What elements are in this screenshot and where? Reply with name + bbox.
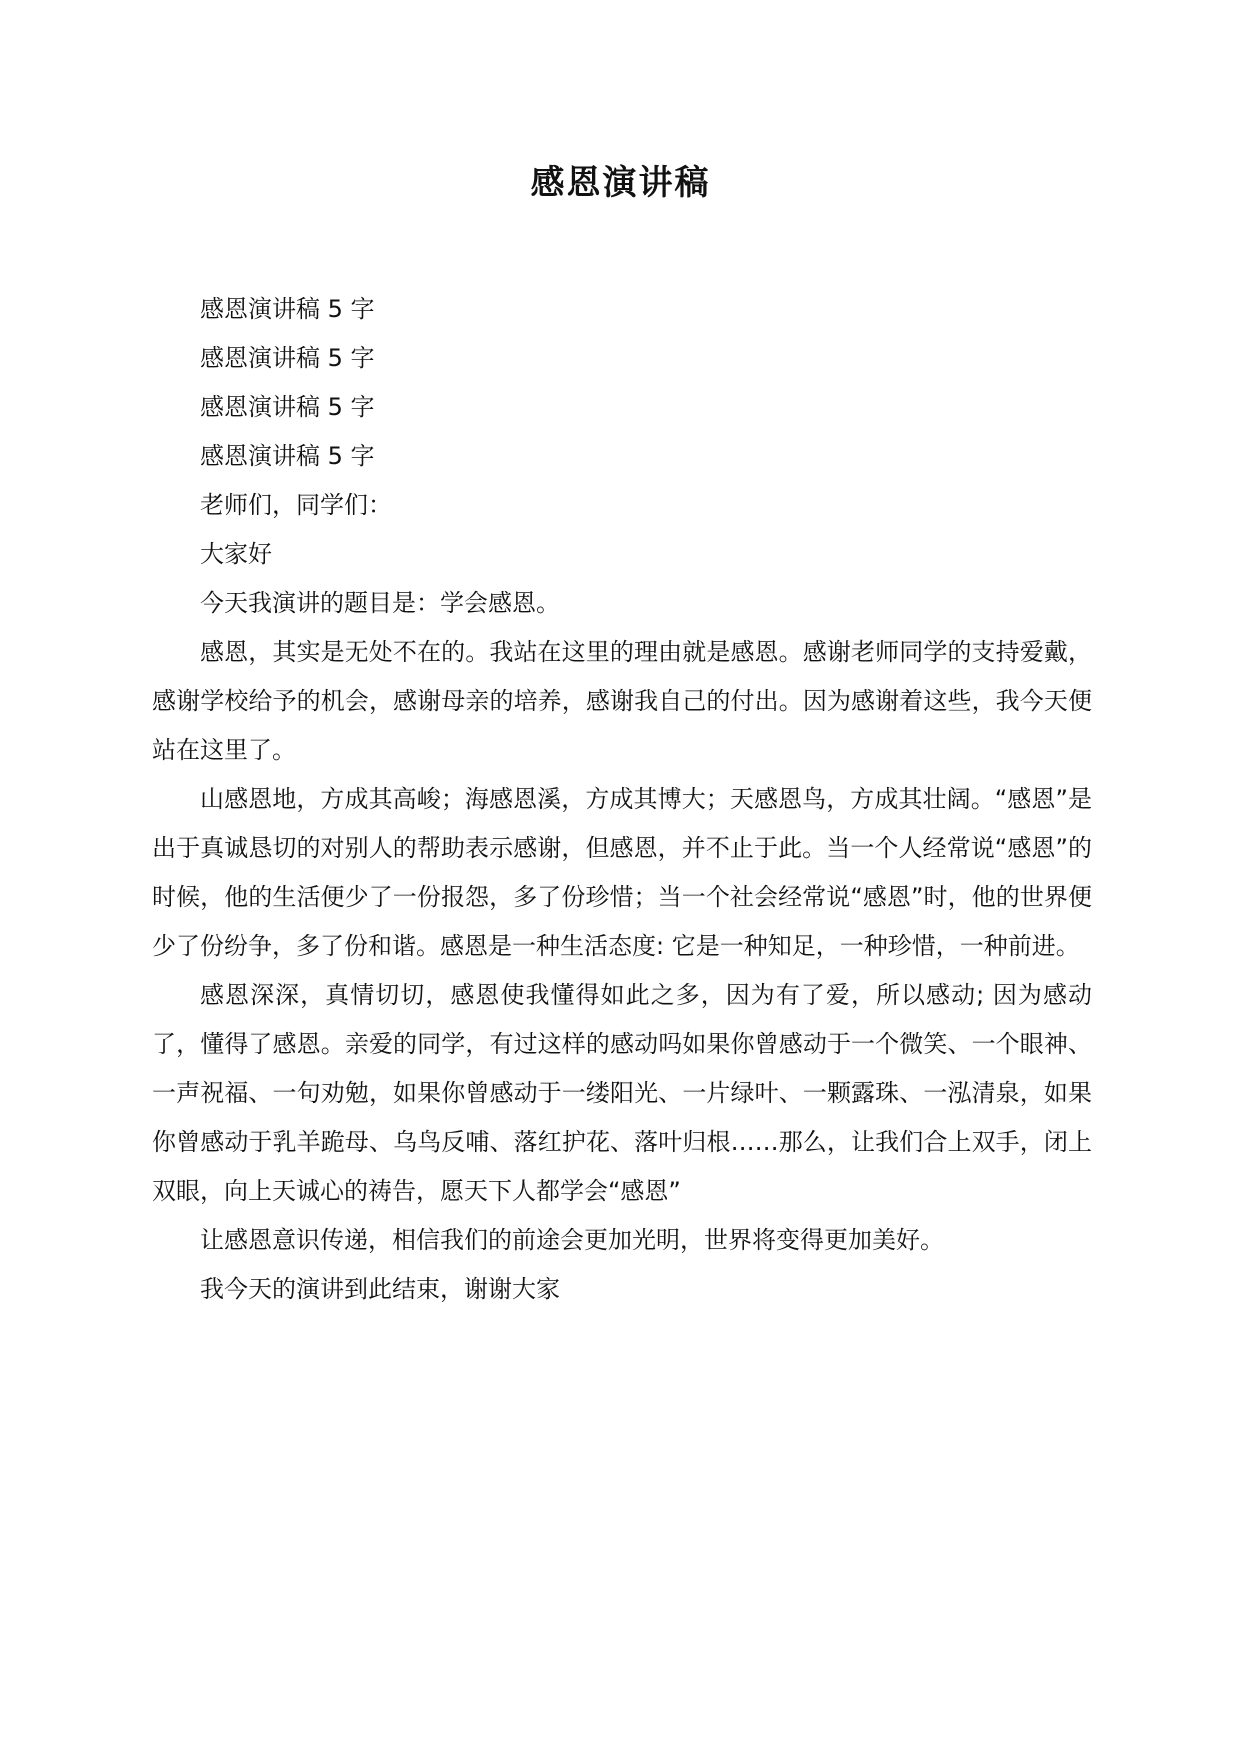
paragraph: 让感恩意识传递，相信我们的前途会更加光明，世界将变得更加美好。 <box>200 1226 944 1254</box>
paragraph: 感恩演讲稿 5 字 <box>200 393 375 421</box>
paragraph: 大家好 <box>200 540 272 568</box>
paragraph: 感恩，其实是无处不在的。我站在这里的理由就是感恩。感谢老师同学的支持爱戴，感谢学校给予的机会，感谢母亲的培养，感谢我自己的付出。因为感谢着这些，我今天便站在这里了。 <box>152 638 1092 764</box>
paragraph: 感恩深深，真情切切，感恩使我懂得如此之多，因为有了爱，所以感动; 因为感动了，懂得了感恩。亲爱的同学，有过这样的感动吗如果你曾感动于一个微笑、一个眼神、一声祝福、一句劝勉，如果你曾感动于一缕阳光、一片绿叶、一颗露珠、一泓清泉，如果你曾感动于乳羊跪母、乌鸟反哺、落红护花、落叶归根……那么，让我们合上双手，闭上双眼，向上天诚心的祷告，愿天下人都学会“感恩” <box>152 981 1092 1205</box>
paragraph: 今天我演讲的题目是：学会感恩。 <box>200 589 560 617</box>
greeting-paragraph: 老师们，同学们： <box>200 491 392 519</box>
paragraph: 感恩演讲稿 5 字 <box>200 344 375 372</box>
paragraph: 感恩演讲稿 5 字 <box>200 295 375 323</box>
paragraph: 山感恩地，方成其高峻；海感恩溪，方成其博大；天感恩鸟，方成其壮阔。“感恩”是出于真诚恳切的对别人的帮助表示感谢，但感恩，并不止于此。当一个人经常说“感恩”的时候，他的生活便少了一份报怨，多了份珍惜；当一个社会经常说“感恩”时，他的世界便少了份纷争，多了份和谐。感恩是一种生活态度: 它是一种知足，一种珍惜，一种前进。 <box>152 785 1092 960</box>
document-title: 感恩演讲稿 <box>530 163 711 203</box>
closing-paragraph: 我今天的演讲到此结束，谢谢大家 <box>200 1275 560 1303</box>
document-body <box>152 285 1092 1314</box>
paragraph: 感恩演讲稿 5 字 <box>200 442 375 470</box>
